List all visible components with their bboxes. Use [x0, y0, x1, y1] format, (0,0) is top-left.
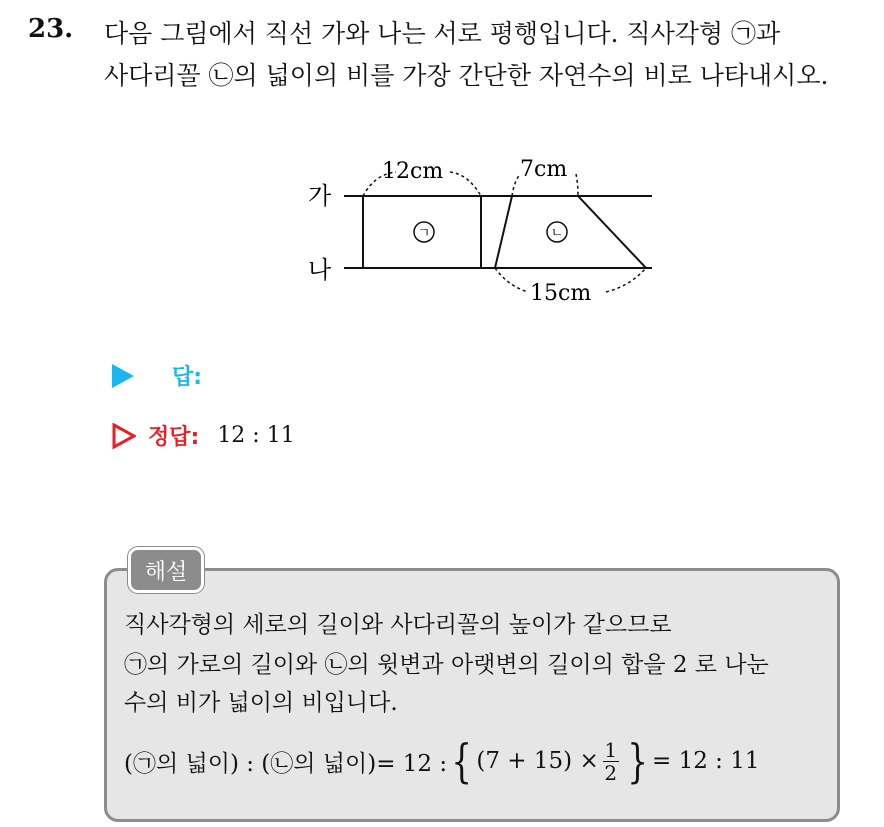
- label-na: 나: [308, 256, 332, 284]
- explanation-line-3: 수의 비가 넓이의 비입니다.: [124, 690, 398, 716]
- answer-row: [112, 360, 202, 391]
- rect-width-label: 12cm: [382, 159, 444, 184]
- trap-top-label: 7cm: [520, 157, 568, 182]
- formula-open-brace: {: [451, 734, 472, 788]
- question-number: 23.: [28, 14, 74, 44]
- outline-triangle-icon: [112, 423, 136, 449]
- correct-answer-label: 정답:: [148, 425, 200, 450]
- answer-label: 답:: [172, 365, 203, 390]
- trapezoid-shape: [495, 196, 646, 268]
- fraction-denominator: 2: [604, 760, 618, 785]
- formula-inner: (7 + 15) ×: [476, 748, 599, 774]
- trap-bottom-label: 15cm: [530, 281, 592, 306]
- formula-result: = 12 : 11: [652, 748, 760, 774]
- formula-part1: (㉠의 넓이) : (㉡의 넓이)= 12 :: [124, 750, 448, 777]
- correct-answer-value: 12 : 11: [217, 423, 295, 448]
- fraction-numerator: 1: [604, 737, 618, 762]
- correct-answer-row: [112, 420, 295, 451]
- formula-close-brace: }: [627, 734, 648, 788]
- label-ga: 가: [308, 182, 332, 210]
- explanation-line-2: ㉠의 가로의 길이와 ㉡의 윗변과 아랫변의 길이의 합을 2 로 나눈: [124, 652, 769, 678]
- explanation-tag: 해설: [128, 547, 204, 593]
- trap-mark: ㄴ: [550, 226, 564, 241]
- explanation-formula: [124, 734, 760, 788]
- formula-fraction: [603, 739, 619, 784]
- play-triangle-icon: [112, 364, 134, 388]
- rect-mark: ㄱ: [417, 226, 431, 241]
- explanation-line-1: 직사각형의 세로의 길이와 사다리꼴의 높이가 같으므로: [124, 612, 672, 638]
- question-text-line-2: 사다리꼴 ㉡의 넓이의 비를 가장 간단한 자연수의 비로 나타내시오.: [104, 61, 829, 90]
- parallel-lines-figure: [300, 150, 680, 315]
- question-text-line-1: 다음 그림에서 직선 가와 나는 서로 평행입니다. 직사각형 ㉠과: [104, 19, 781, 48]
